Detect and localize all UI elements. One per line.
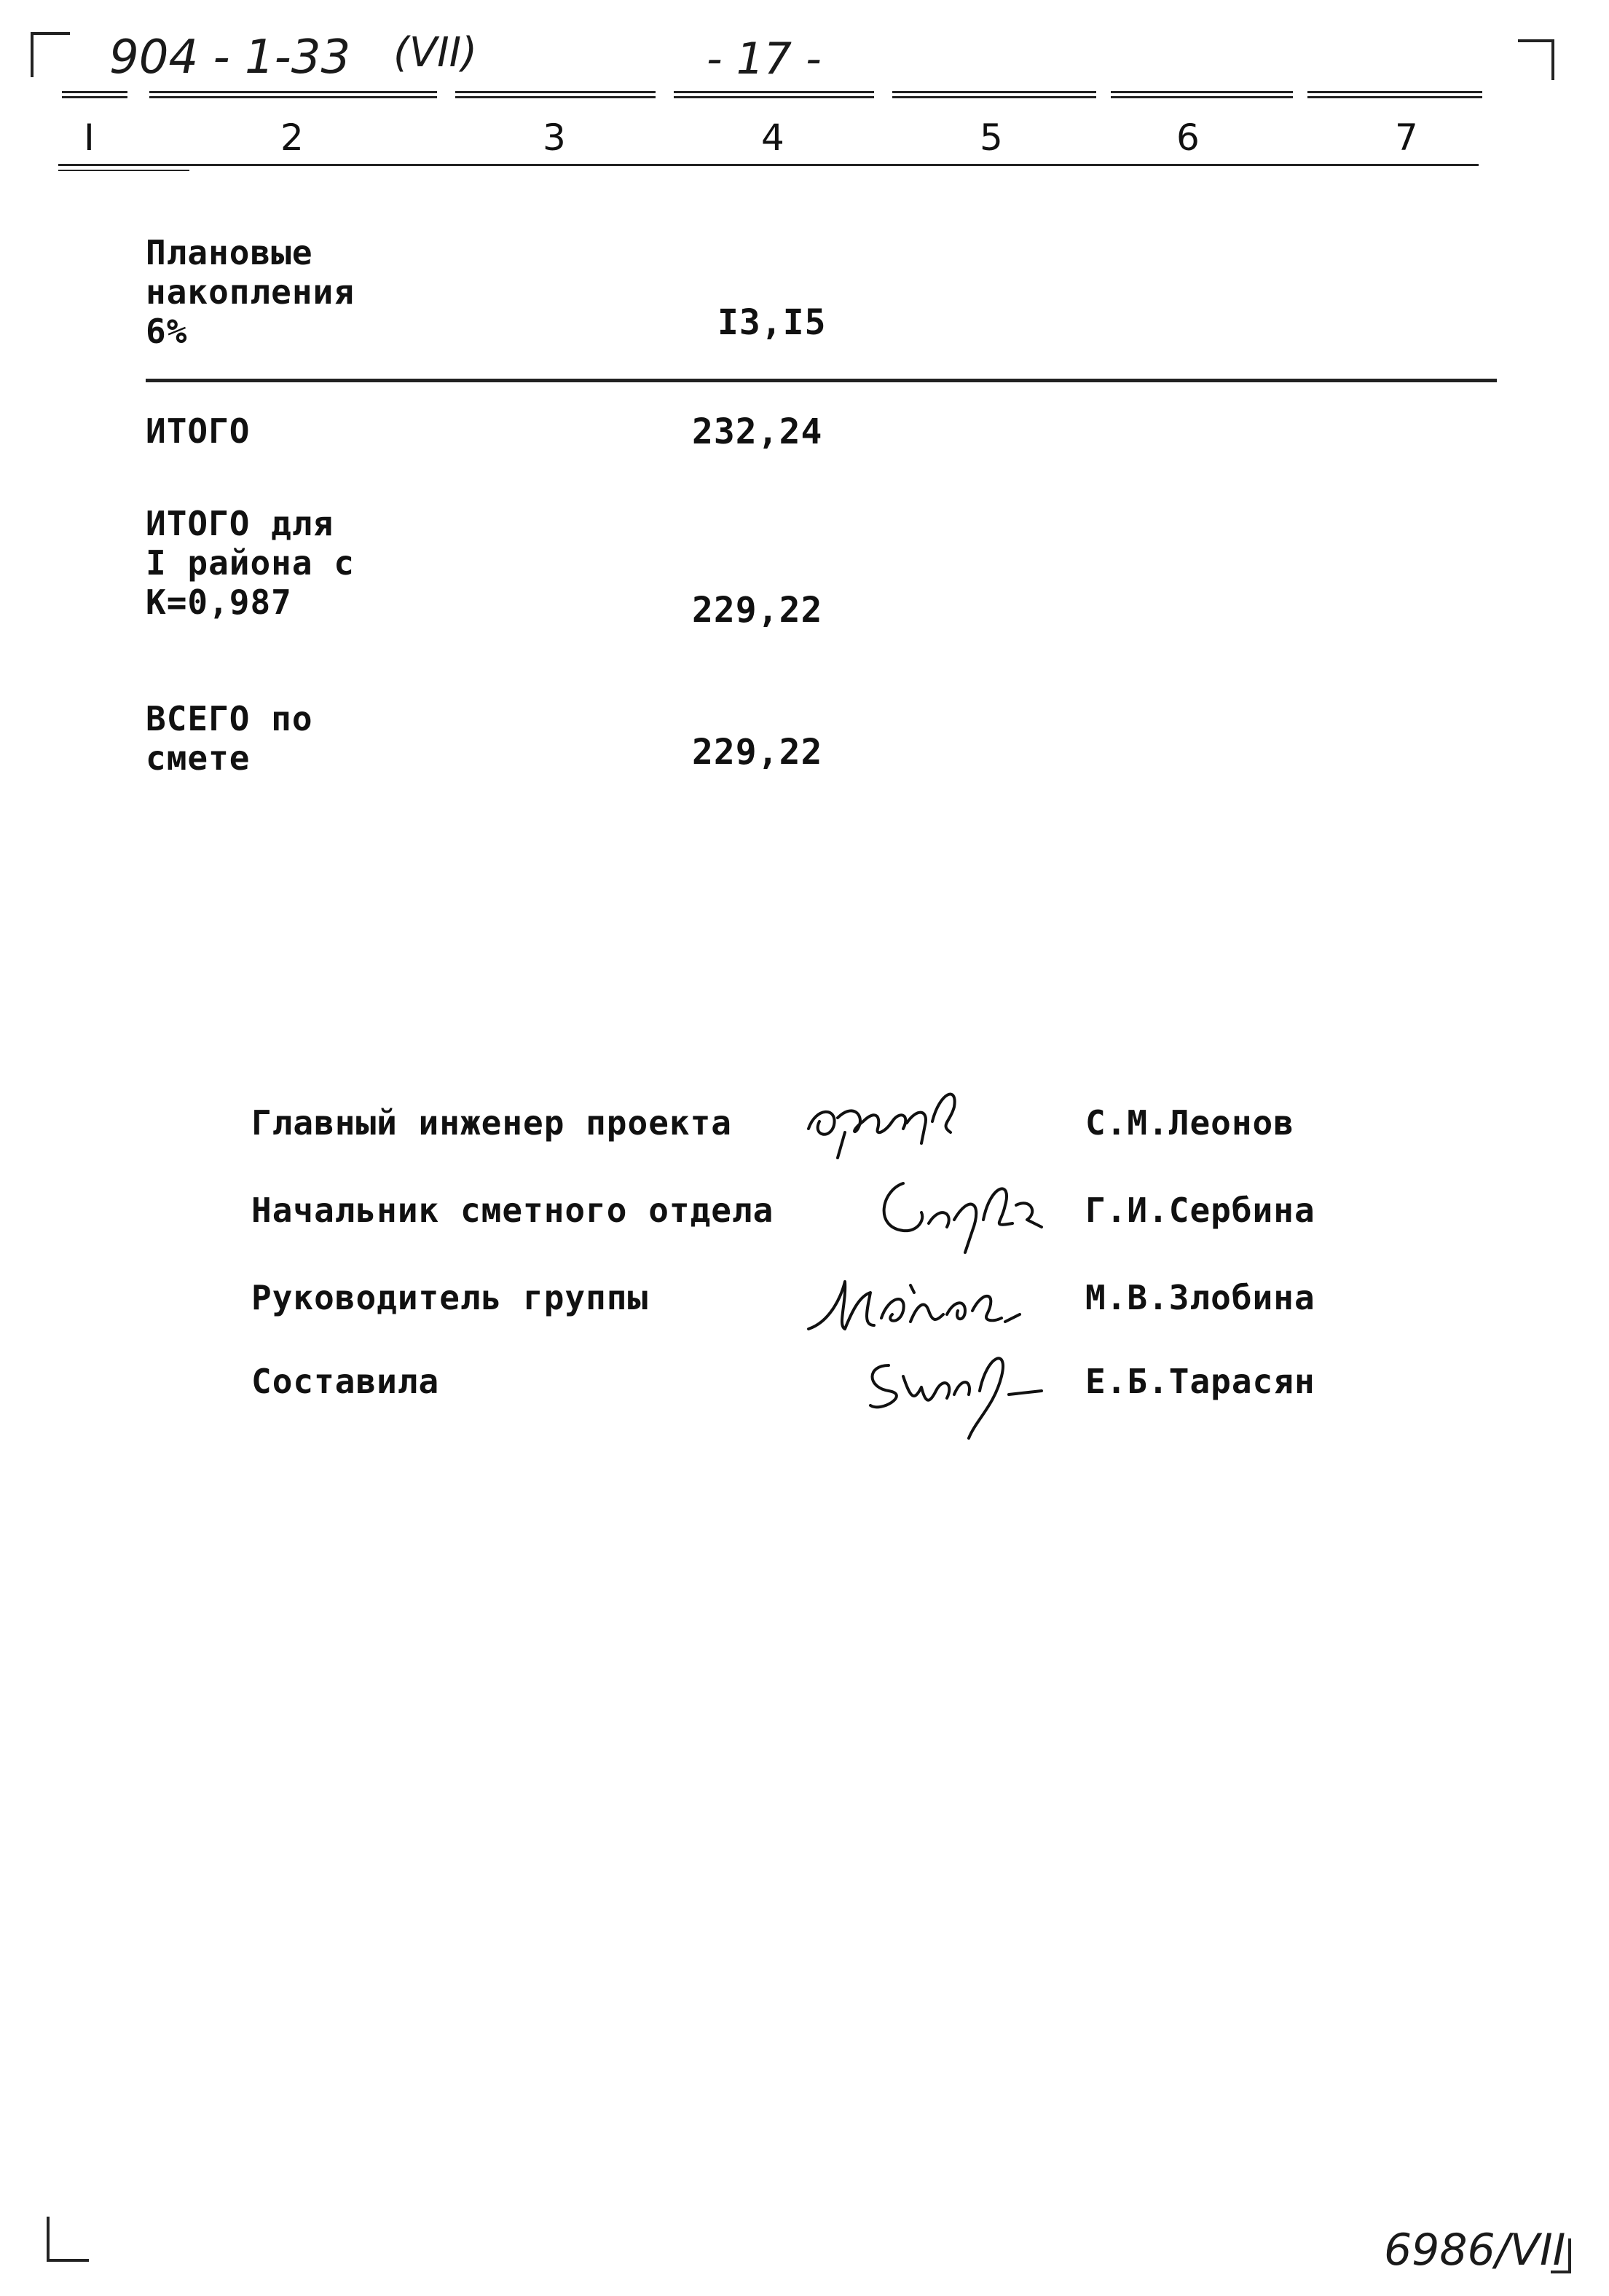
signature-role-chief-engineer: Главный инженер проекта (251, 1103, 732, 1143)
row-value-grand-total: 229,22 (692, 732, 823, 773)
signature-role-group-leader: Руководитель группы (251, 1278, 649, 1317)
column-number-4: 4 (761, 117, 784, 159)
header-rule-7 (1307, 91, 1482, 98)
row-value-planned-savings: I3,I5 (717, 302, 827, 343)
column-number-7: 7 (1395, 117, 1418, 159)
column-number-5: 5 (980, 117, 1003, 159)
row-value-total: 232,24 (692, 411, 823, 452)
signature-name-group-leader: М.В.Злобина (1085, 1278, 1315, 1317)
signature-scribble-head-estimates (874, 1161, 1056, 1256)
header-rule-3 (455, 91, 656, 98)
signature-role-head-estimates: Начальник сметного отдела (251, 1191, 774, 1230)
signature-name-compiler: Е.Б.Тарасян (1085, 1362, 1315, 1401)
row-label-total-district: ИТОГО для I района с К=0,987 (146, 504, 355, 622)
column-number-6: 6 (1176, 117, 1200, 159)
subtotal-rule (146, 379, 1497, 382)
corner-mark-top-right (1515, 36, 1559, 87)
signature-name-head-estimates: Г.И.Сербина (1085, 1191, 1315, 1230)
footer-stamp: 6986/VII (1384, 2225, 1566, 2276)
corner-mark-top-left (29, 29, 73, 80)
column-number-2: 2 (280, 117, 304, 159)
header-rule-6 (1111, 91, 1293, 98)
page-number: - 17 - (707, 33, 822, 84)
row-label-total: ИТОГО (146, 411, 251, 451)
header-rule-4 (674, 91, 874, 98)
doc-code: 904 - 1-33 (109, 31, 351, 84)
column-header-rule-b (58, 170, 189, 171)
signature-role-compiler: Составила (251, 1362, 440, 1401)
footer-stamp-corner (1548, 2236, 1577, 2279)
signature-scribble-compiler (859, 1333, 1063, 1442)
header-rule-5 (892, 91, 1096, 98)
doc-variant: (VII) (393, 29, 478, 76)
signature-scribble-chief-engineer (794, 1063, 998, 1165)
header-rule-1 (62, 91, 127, 98)
header-rule-2 (149, 91, 437, 98)
signature-name-chief-engineer: С.М.Леонов (1085, 1103, 1294, 1143)
column-number-1: I (84, 117, 95, 159)
corner-mark-bottom-left (44, 2214, 95, 2265)
row-label-planned-savings: Плановые накопления 6% (146, 233, 355, 351)
row-label-grand-total: ВСЕГО по смете (146, 699, 313, 778)
column-header-rule-a (58, 164, 1479, 166)
column-number-3: 3 (543, 117, 566, 159)
row-value-total-district: 229,22 (692, 590, 823, 631)
